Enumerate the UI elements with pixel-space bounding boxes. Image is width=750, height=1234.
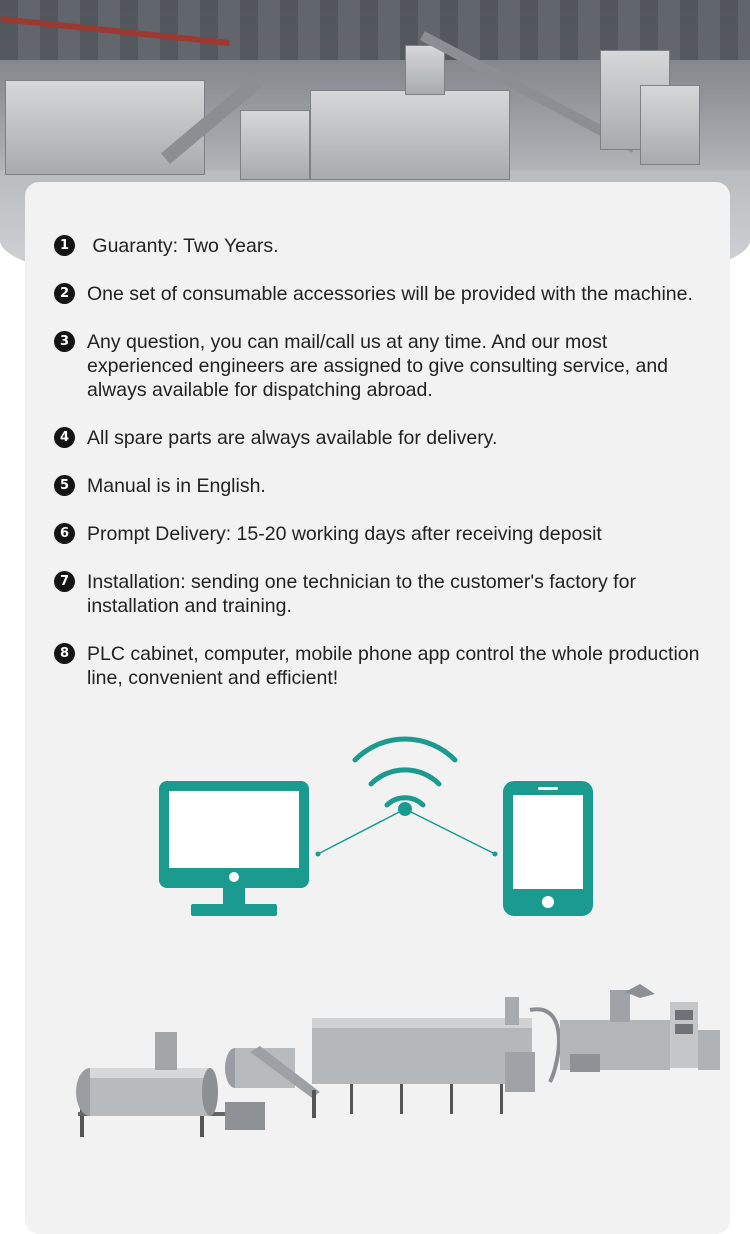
item-text: All spare parts are always available for delivery. [87, 427, 498, 449]
tank [640, 85, 700, 165]
extruder-machine [5, 80, 205, 175]
list-item [54, 282, 734, 306]
wifi-icon [355, 739, 455, 816]
list-item [54, 234, 714, 258]
mixer [698, 1030, 720, 1070]
content-card [25, 182, 730, 1234]
remote-control-illustration [155, 732, 635, 922]
list-item [54, 426, 714, 450]
number-badge: 3 [54, 331, 75, 352]
number-badge: 1 [54, 235, 75, 256]
dryer-oven [312, 997, 559, 1114]
hopper [405, 45, 445, 95]
number-badge: 7 [54, 571, 75, 592]
number-badge: 2 [54, 283, 75, 304]
item-text: Guaranty: Two Years. [87, 235, 279, 257]
list-item [54, 474, 714, 498]
dryer-machine [310, 90, 510, 180]
number-badge: 5 [54, 475, 75, 496]
monitor-icon [159, 781, 309, 916]
item-text: Manual is in English. [87, 475, 266, 497]
item-text: Prompt Delivery: 15-20 working days after receiving deposit [87, 523, 602, 545]
list-item [54, 642, 724, 690]
item-text: One set of consumable accessories will be provided with the machine. [87, 283, 693, 305]
connection-lines [316, 809, 498, 857]
item-text: Any question, you can mail/call us at any time. And our most experienced engineers are assigned to give consulting service, and always available for dispatching abroad. [87, 331, 669, 401]
control-cabinet [670, 1002, 698, 1068]
machine-unit [240, 110, 310, 180]
number-badge: 8 [54, 643, 75, 664]
item-text: PLC cabinet, computer, mobile phone app control the whole production line, convenient and efficient! [87, 643, 700, 689]
list-item [54, 330, 704, 402]
list-item [54, 522, 714, 546]
number-badge: 6 [54, 523, 75, 544]
smartphone-icon [503, 781, 593, 916]
list-item [54, 570, 694, 618]
production-line-image [50, 972, 720, 1152]
number-badge: 4 [54, 427, 75, 448]
extruder [560, 984, 670, 1072]
item-text: Installation: sending one technician to the customer's factory for installation and training. [87, 571, 636, 617]
